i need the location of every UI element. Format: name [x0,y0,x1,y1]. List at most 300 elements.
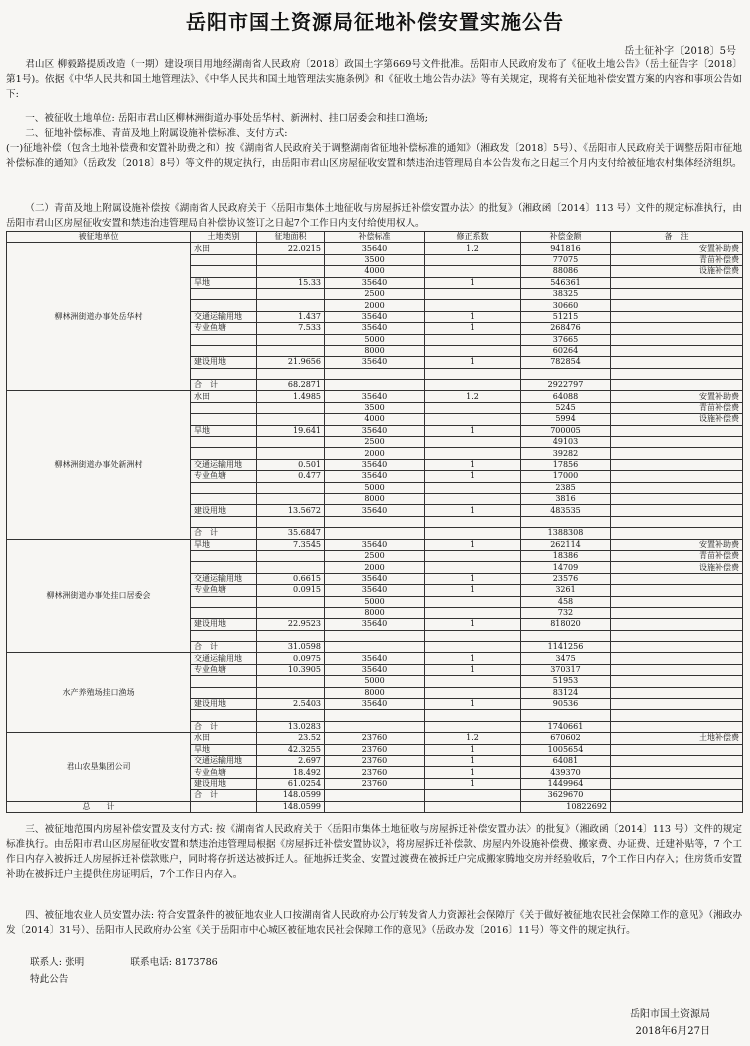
table-cell: 23760 [325,733,425,744]
table-cell [425,642,521,653]
table-cell [611,437,743,448]
table-cell: 水田 [191,243,257,254]
table-cell: 2385 [521,482,611,493]
contact-person: 张明 [65,957,85,968]
table-cell [425,345,521,356]
table-row [7,733,743,744]
table-cell: 交通运输用地 [191,755,257,766]
table-cell [425,596,521,607]
table-cell: 1 [425,619,521,630]
closing-text: 特此公告 [30,974,69,985]
table-header-row [7,232,743,243]
table-cell: 35640 [325,573,425,584]
table-cell: 1 [425,664,521,675]
table-cell: 60264 [521,345,611,356]
table-cell: 15.33 [257,277,325,288]
table-cell [257,550,325,561]
table-cell: 3500 [325,402,425,413]
table-cell: 37665 [521,334,611,345]
table-cell: 设施补偿费 [611,266,743,277]
table-cell: 35640 [325,653,425,664]
table-cell: 8000 [325,345,425,356]
table-cell: 1.2 [425,391,521,402]
table-cell: 90536 [521,699,611,710]
table-cell [425,687,521,698]
table-cell [325,516,425,527]
table-cell [521,710,611,721]
compensation-table [6,231,743,813]
table-cell: 1.2 [425,733,521,744]
table-cell [191,710,257,721]
table-cell [521,368,611,379]
table-cell: 35640 [325,391,425,402]
table-cell: 1 [425,755,521,766]
table-cell: 3629670 [521,790,611,801]
table-cell [191,368,257,379]
table-cell [611,585,743,596]
table-cell [257,493,325,504]
table-cell: 148.0599 [257,790,325,801]
table-cell [191,482,257,493]
intro-paragraph: 君山区 柳毅路提质改造（一期）建设项目用地经湖南省人民政府〔2018〕政国土字第669号文件批准。岳阳市人民政府发布了《征收土地公告》（岳土征告字〔2018〕第1号)。依据《中华人民共和国土地管理法》、《中华人民共和国土地管理法实施条例》和《征收土地公告办法》等有关规定，现将有关征地补偿安置方案的内容和事项公告如下: [6,59,742,100]
table-cell: 30660 [521,300,611,311]
table-cell [425,254,521,265]
table-cell: 35640 [325,505,425,516]
table-cell: 23576 [521,573,611,584]
table-cell: 268476 [521,323,611,334]
table-cell: 61.0254 [257,778,325,789]
table-cell [425,437,521,448]
table-cell: 19.641 [257,425,325,436]
table-cell [257,630,325,641]
table-cell: 1 [425,471,521,482]
table-cell [611,607,743,618]
table-cell [325,630,425,641]
table-cell: 2.5403 [257,699,325,710]
table-cell [425,630,521,641]
table-cell: 782854 [521,357,611,368]
table-cell: 670602 [521,733,611,744]
table-cell: 4000 [325,266,425,277]
table-cell: 35640 [325,277,425,288]
table-cell [425,516,521,527]
table-cell [191,516,257,527]
table-cell [191,550,257,561]
table-cell: 交通运输用地 [191,573,257,584]
table-cell: 5000 [325,334,425,345]
table-cell: 5000 [325,482,425,493]
table-cell [257,300,325,311]
table-cell: 建设用地 [191,778,257,789]
table-cell [425,790,521,801]
table-cell: 青苗补偿费 [611,254,743,265]
table-cell: 专业鱼塘 [191,471,257,482]
table-cell [611,630,743,641]
table-cell [191,254,257,265]
table-cell: 水田 [191,733,257,744]
contact-person-label: 联系人: [30,957,63,968]
table-cell [425,414,521,425]
table-cell [191,345,257,356]
table-cell [257,482,325,493]
table-row [7,243,743,254]
table-cell: 旱地 [191,425,257,436]
table-cell [611,311,743,322]
table-cell: 旱地 [191,277,257,288]
table-cell: 23.52 [257,733,325,744]
table-cell: 建设用地 [191,505,257,516]
table-cell [611,345,743,356]
table-header-cell: 备 注 [611,232,743,243]
table-cell [611,676,743,687]
table-cell: 17856 [521,459,611,470]
table-cell: 64088 [521,391,611,402]
table-cell: 17000 [521,471,611,482]
table-cell: 68.2871 [257,380,325,391]
table-cell [611,482,743,493]
table-cell [191,334,257,345]
table-cell: 23760 [325,755,425,766]
table-cell: 1 [425,323,521,334]
table-cell [521,516,611,527]
table-cell [325,721,425,732]
table-cell: 88086 [521,266,611,277]
table-cell: 64081 [521,755,611,766]
table-cell [611,744,743,755]
table-cell [191,437,257,448]
table-cell [611,505,743,516]
table-cell: 35640 [325,311,425,322]
table-cell [191,596,257,607]
table-cell: 1 [425,699,521,710]
table-cell: 35640 [325,619,425,630]
table-cell [425,288,521,299]
table-cell [425,300,521,311]
table-cell: 青苗补偿费 [611,550,743,561]
table-cell [257,437,325,448]
table-cell [425,448,521,459]
table-cell [425,550,521,561]
table-cell: 3261 [521,585,611,596]
table-cell: 设施补偿费 [611,562,743,573]
table-cell: 35640 [325,664,425,675]
table-cell: 0.0915 [257,585,325,596]
table-cell [191,630,257,641]
table-header-cell: 修正系数 [425,232,521,243]
table-cell [611,516,743,527]
unit-name-cell: 柳林洲街道办事处新洲村 [7,391,191,539]
table-cell: 土地补偿费 [611,733,743,744]
total-cell: 10822692 [521,801,611,812]
table-cell: 35640 [325,471,425,482]
table-cell [425,334,521,345]
table-cell: 1 [425,311,521,322]
table-cell: 2000 [325,562,425,573]
section-4: 四、被征地农业人员安置办法: 符合安置条件的被征地农业人口按湖南省人民政府办公厅转发省人力资源社会保障厅《关于做好被征地农民社会保障工作的意见》（湘政办发〔2014〕31号）、岳阳市人民政府办公室《关于岳阳市中心城区被征地农民社会保障工作的意见》（岳政办发〔2016〕11号）等文件的规定执行。 [6,910,742,936]
table-cell: 1740661 [521,721,611,732]
table-cell: 3500 [325,254,425,265]
unit-name-cell: 柳林洲街道办事处挂口居委会 [7,539,191,653]
table-cell: 1.4985 [257,391,325,402]
table-cell: 0.0975 [257,653,325,664]
table-cell: 1141256 [521,642,611,653]
table-row [7,653,743,664]
table-cell [611,471,743,482]
table-cell [425,721,521,732]
table-cell: 370317 [521,664,611,675]
table-cell: 2922797 [521,380,611,391]
table-cell: 13.0283 [257,721,325,732]
table-row [7,391,743,402]
total-cell [325,801,425,812]
table-cell [257,345,325,356]
table-cell [425,266,521,277]
table-header-cell: 土地类别 [191,232,257,243]
table-cell: 建设用地 [191,619,257,630]
table-cell: 安置补助费 [611,391,743,402]
table-cell: 2500 [325,288,425,299]
table-cell [325,528,425,539]
table-cell: 专业鱼塘 [191,323,257,334]
table-cell [611,368,743,379]
table-cell [425,528,521,539]
table-cell: 5000 [325,596,425,607]
table-cell: 合 计 [191,642,257,653]
table-cell [257,368,325,379]
table-cell [257,402,325,413]
table-cell: 1 [425,585,521,596]
table-cell: 合 计 [191,528,257,539]
table-cell: 818020 [521,619,611,630]
table-cell: 1 [425,425,521,436]
table-cell: 1.2 [425,243,521,254]
table-cell: 35.6847 [257,528,325,539]
table-cell [425,710,521,721]
table-cell [611,790,743,801]
table-cell: 旱地 [191,744,257,755]
table-cell [611,357,743,368]
unit-name-cell: 柳林洲街道办事处岳华村 [7,243,191,391]
table-cell [257,448,325,459]
table-cell: 35640 [325,243,425,254]
table-cell [257,516,325,527]
table-cell [257,414,325,425]
table-cell: 专业鱼塘 [191,664,257,675]
table-cell [611,767,743,778]
table-cell [191,414,257,425]
table-cell [257,687,325,698]
table-cell [191,687,257,698]
table-cell: 51953 [521,676,611,687]
table-cell [425,562,521,573]
table-cell: 18.492 [257,767,325,778]
table-cell: 49103 [521,437,611,448]
table-cell: 0.501 [257,459,325,470]
table-cell [325,642,425,653]
table-cell: 1005654 [521,744,611,755]
table-cell: 22.0215 [257,243,325,254]
total-cell [425,801,521,812]
table-cell: 5245 [521,402,611,413]
table-cell: 1 [425,505,521,516]
table-cell: 8000 [325,607,425,618]
table-cell: 458 [521,596,611,607]
table-cell [611,755,743,766]
table-cell: 23760 [325,778,425,789]
table-cell [521,630,611,641]
table-cell: 1.437 [257,311,325,322]
table-cell [611,653,743,664]
table-cell: 建设用地 [191,357,257,368]
table-cell [611,288,743,299]
table-cell [191,493,257,504]
table-cell [611,448,743,459]
table-cell: 安置补助费 [611,539,743,550]
table-cell: 1 [425,744,521,755]
table-cell: 旱地 [191,539,257,550]
table-header-cell: 补偿金额 [521,232,611,243]
table-cell: 2000 [325,448,425,459]
table-cell: 1 [425,573,521,584]
table-cell: 18386 [521,550,611,561]
table-cell: 1388308 [521,528,611,539]
table-cell: 1 [425,357,521,368]
table-cell [257,710,325,721]
table-cell [611,642,743,653]
table-cell [611,721,743,732]
table-cell [611,699,743,710]
table-cell [191,448,257,459]
contact-phone: 8173786 [175,957,218,968]
table-cell [611,425,743,436]
section-1: 一、被征收土地单位: 岳阳市君山区柳林洲街道办事处岳华村、新洲村、挂口居委会和挂口渔场; [25,113,429,124]
table-cell: 35640 [325,699,425,710]
table-cell: 23760 [325,744,425,755]
table-cell: 2500 [325,437,425,448]
table-cell: 交通运输用地 [191,311,257,322]
table-cell [611,778,743,789]
table-cell [425,607,521,618]
table-cell: 专业鱼塘 [191,767,257,778]
table-cell [611,300,743,311]
signature-org: 岳阳市国土资源局 [630,1009,710,1020]
table-cell [325,710,425,721]
page-title: 岳阳市国土资源局征地补偿安置实施公告 [186,10,564,34]
table-cell [611,459,743,470]
table-cell: 546361 [521,277,611,288]
table-cell: 31.0598 [257,642,325,653]
table-cell [191,402,257,413]
table-cell [191,562,257,573]
table-cell: 941816 [521,243,611,254]
total-cell [611,801,743,812]
table-cell: 22.9523 [257,619,325,630]
table-cell: 2000 [325,300,425,311]
table-cell: 39282 [521,448,611,459]
table-cell [191,607,257,618]
table-cell [425,380,521,391]
table-cell: 0.477 [257,471,325,482]
table-cell [425,493,521,504]
table-cell [325,368,425,379]
table-cell [257,288,325,299]
table-cell [611,277,743,288]
table-cell: 合 计 [191,721,257,732]
table-cell: 10.3905 [257,664,325,675]
table-cell [257,266,325,277]
table-cell [191,300,257,311]
table-cell [325,790,425,801]
total-cell: 总 计 [7,801,191,812]
table-cell: 合 计 [191,790,257,801]
table-cell: 专业鱼塘 [191,585,257,596]
table-cell: 7.3545 [257,539,325,550]
table-cell: 732 [521,607,611,618]
table-cell: 1 [425,778,521,789]
table-cell: 1 [425,459,521,470]
table-cell [257,596,325,607]
table-cell [611,528,743,539]
table-cell [611,596,743,607]
unit-name-cell: 君山农垦集团公司 [7,733,191,801]
table-cell [611,619,743,630]
table-cell [257,254,325,265]
document-number: 岳土征补字〔2018〕5号 [624,46,736,57]
table-cell [325,380,425,391]
table-header-cell: 补偿标准 [325,232,425,243]
section-2: 二、征地补偿标准、青苗及地上附属设施补偿标准、支付方式: [25,128,288,139]
table-cell [425,482,521,493]
table-cell: 13.5672 [257,505,325,516]
table-cell: 建设用地 [191,699,257,710]
table-cell [191,288,257,299]
table-cell [611,687,743,698]
table-cell: 1 [425,539,521,550]
table-cell: 4000 [325,414,425,425]
table-cell [257,334,325,345]
table-cell [191,266,257,277]
table-cell [611,334,743,345]
table-cell: 7.533 [257,323,325,334]
contact-line [30,955,430,970]
table-cell: 交通运输用地 [191,459,257,470]
table-cell: 8000 [325,493,425,504]
table-cell: 51215 [521,311,611,322]
table-cell [257,676,325,687]
table-cell: 700005 [521,425,611,436]
table-cell: 439370 [521,767,611,778]
table-cell: 设施补偿费 [611,414,743,425]
signature-date: 2018年6月27日 [635,1026,710,1037]
table-body [7,243,743,813]
table-cell: 5994 [521,414,611,425]
table-header-cell: 征地面积 [257,232,325,243]
table-cell: 水田 [191,391,257,402]
table-cell [191,676,257,687]
table-cell [257,607,325,618]
total-cell: 148.0599 [257,801,325,812]
table-cell: 0.6615 [257,573,325,584]
table-cell: 交通运输用地 [191,653,257,664]
table-cell: 35640 [325,425,425,436]
total-cell [191,801,257,812]
table-cell [611,573,743,584]
table-cell [425,402,521,413]
table-cell: 安置补助费 [611,243,743,254]
table-cell [425,676,521,687]
table-cell [257,562,325,573]
table-cell: 合 计 [191,380,257,391]
